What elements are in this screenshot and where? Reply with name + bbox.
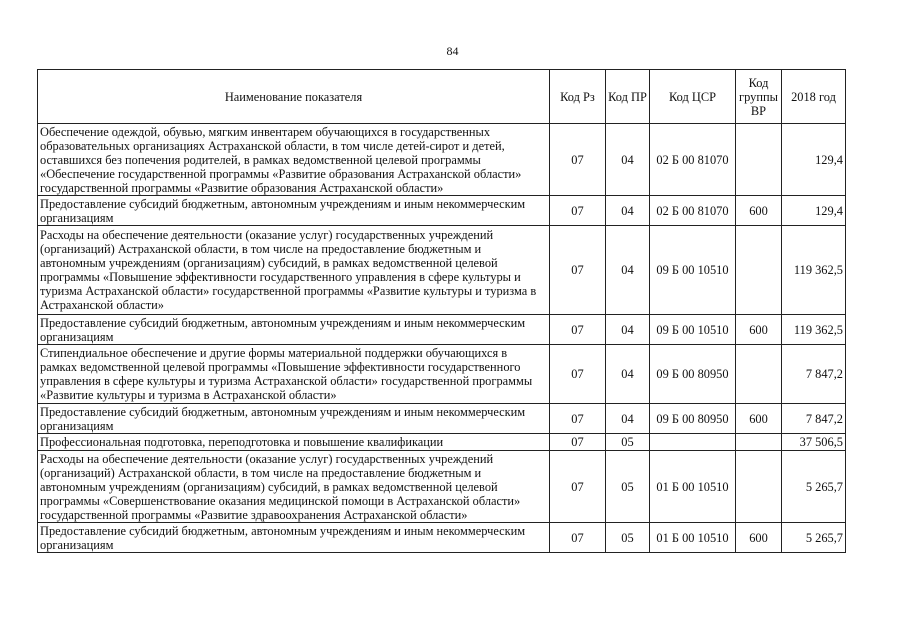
table-row [38,434,846,451]
cell-vr [736,345,782,404]
cell-name: Расходы на обеспечение деятельности (оказание услуг) государственных учреждений (организаций) Астраханской области, в том числе на предоставление бюджетным и автономным учреждениям (организациям) субсидий, в рамках ведомственной целевой программы «Совершенствование оказания медицинской помощи в Астраханской области» государственной программы «Развитие здравоохранения Астраханской области» [38,451,550,523]
cell-rz: 07 [550,404,606,434]
cell-csr: 01 Б 00 10510 [650,523,736,553]
cell-vr: 600 [736,523,782,553]
cell-amount: 119 362,5 [782,315,846,345]
table-row [38,345,846,404]
cell-vr: 600 [736,404,782,434]
cell-name: Расходы на обеспечение деятельности (оказание услуг) государственных учреждений (организаций) Астраханской области, в том числе на предоставление бюджетным и автономным учреждениям (организациям) субсидий, в рамках ведомственной целевой программы «Повышение эффективности государственного управления в сфере культуры и туризма Астраханской области» государственной программы «Развитие культуры и туризма в Астраханской области» [38,226,550,315]
cell-pr: 05 [606,434,650,451]
cell-name: Предоставление субсидий бюджетным, автономным учреждениям и иным некоммерческим организациям [38,404,550,434]
table-row [38,451,846,523]
cell-amount: 37 506,5 [782,434,846,451]
table-row [38,226,846,315]
header-rz: Код Рз [550,70,606,124]
cell-rz: 07 [550,345,606,404]
cell-amount: 129,4 [782,196,846,226]
cell-rz: 07 [550,124,606,196]
table-row [38,404,846,434]
cell-csr: 02 Б 00 81070 [650,124,736,196]
header-pr: Код ПР [606,70,650,124]
table-header-row [38,70,846,124]
table-row [38,315,846,345]
header-year: 2018 год [782,70,846,124]
cell-vr: 600 [736,196,782,226]
header-csr: Код ЦСР [650,70,736,124]
cell-csr: 09 Б 00 10510 [650,315,736,345]
cell-rz: 07 [550,226,606,315]
cell-csr: 09 Б 00 80950 [650,404,736,434]
cell-csr: 09 Б 00 80950 [650,345,736,404]
cell-pr: 05 [606,523,650,553]
cell-pr: 04 [606,315,650,345]
cell-rz: 07 [550,451,606,523]
cell-amount: 5 265,7 [782,523,846,553]
cell-csr: 01 Б 00 10510 [650,451,736,523]
cell-csr: 02 Б 00 81070 [650,196,736,226]
cell-name: Стипендиальное обеспечение и другие формы материальной поддержки обучающихся в рамках ведомственной целевой программы «Повышение эффективности государственного управления в сфере культуры и туризма Астраханской области» государственной программы «Развитие культуры и туризма в Астраханской области» [38,345,550,404]
cell-amount: 7 847,2 [782,404,846,434]
cell-rz: 07 [550,315,606,345]
cell-amount: 129,4 [782,124,846,196]
cell-name: Предоставление субсидий бюджетным, автономным учреждениям и иным некоммерческим организациям [38,315,550,345]
cell-name: Предоставление субсидий бюджетным, автономным учреждениям и иным некоммерческим организациям [38,523,550,553]
cell-pr: 04 [606,226,650,315]
cell-vr [736,226,782,315]
cell-csr: 09 Б 00 10510 [650,226,736,315]
cell-pr: 05 [606,451,650,523]
cell-name: Профессиональная подготовка, переподготовка и повышение квалификации [38,434,550,451]
cell-csr [650,434,736,451]
cell-rz: 07 [550,434,606,451]
cell-name: Обеспечение одеждой, обувью, мягким инвентарем обучающихся в государственных образовательных организациях Астраханской области, в том числе детей-сирот и детей, оставшихся без попечения родителей, в рамках ведомственной целевой программы «Обеспечение государственной программы «Развитие образования Астраханской области» государственной программы «Развитие образования Астраханской области» [38,124,550,196]
header-vr: Код группы ВР [736,70,782,124]
cell-pr: 04 [606,345,650,404]
cell-vr [736,451,782,523]
cell-name: Предоставление субсидий бюджетным, автономным учреждениям и иным некоммерческим организациям [38,196,550,226]
cell-vr [736,124,782,196]
cell-amount: 5 265,7 [782,451,846,523]
cell-vr [736,434,782,451]
cell-amount: 7 847,2 [782,345,846,404]
table-row [38,523,846,553]
cell-amount: 119 362,5 [782,226,846,315]
budget-table [37,69,846,553]
page-number: 84 [446,44,459,58]
cell-vr: 600 [736,315,782,345]
cell-rz: 07 [550,523,606,553]
table-row [38,124,846,196]
cell-pr: 04 [606,124,650,196]
header-name: Наименование показателя [38,70,550,124]
table-row [38,196,846,226]
cell-pr: 04 [606,404,650,434]
cell-pr: 04 [606,196,650,226]
cell-rz: 07 [550,196,606,226]
